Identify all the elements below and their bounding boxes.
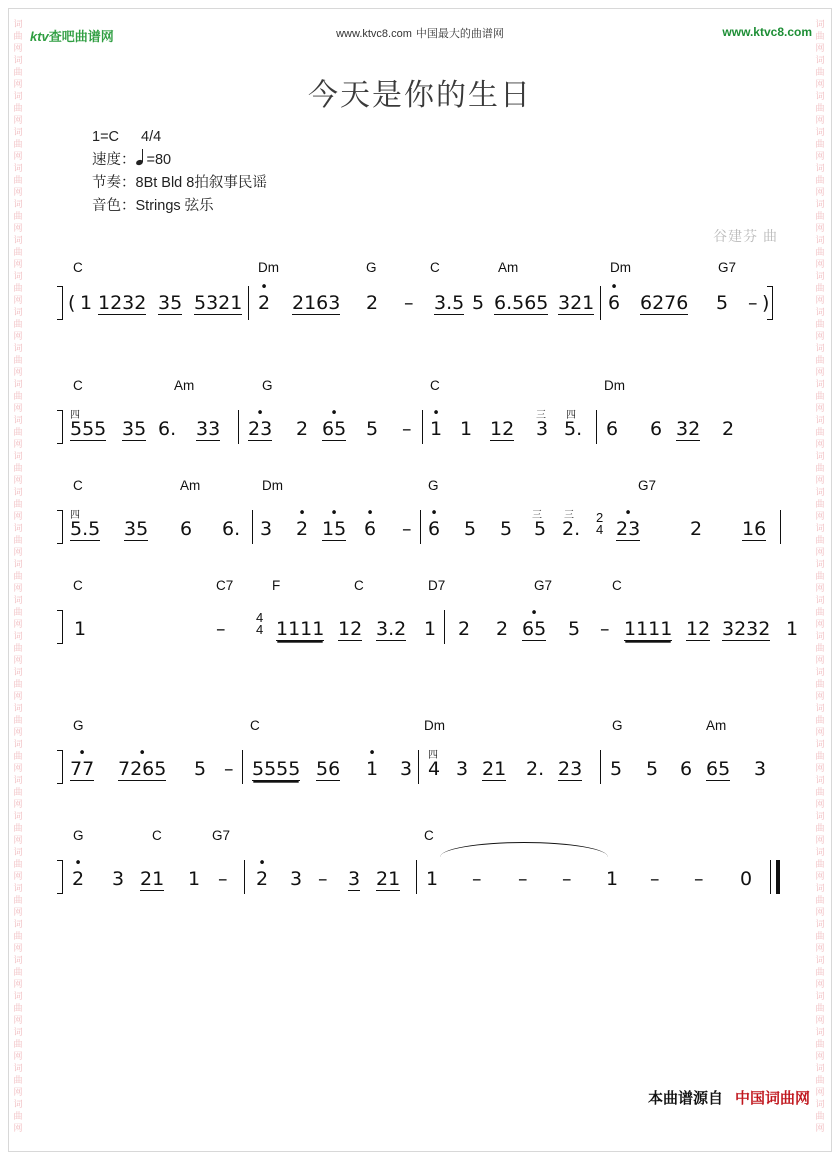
note-dash: – xyxy=(218,868,228,890)
note: 1 xyxy=(460,418,473,440)
lyric-mark: 三 xyxy=(564,510,574,521)
score-system-4 xyxy=(0,578,840,652)
note-row-1 xyxy=(0,278,840,334)
note: 6 xyxy=(180,518,193,540)
footer-source-label: 本曲谱源自 xyxy=(647,1090,723,1107)
note-group: • 77 xyxy=(70,760,94,781)
footer-site-name[interactable]: 中国词曲网 xyxy=(734,1090,810,1107)
note: 2. xyxy=(562,518,581,540)
chord-symbol: G xyxy=(366,260,377,275)
note: 3 xyxy=(754,758,767,780)
barline xyxy=(596,410,597,444)
note-row-5 xyxy=(0,736,840,792)
barline xyxy=(420,510,421,544)
chord-symbol: C7 xyxy=(216,578,234,593)
score-metadata xyxy=(92,126,267,218)
barline xyxy=(238,410,239,444)
time-signature-inline: 2 4 xyxy=(596,510,604,537)
chord-symbol: C xyxy=(73,578,83,593)
chord-symbol: Am xyxy=(174,378,195,393)
note-group: • 65 xyxy=(522,620,546,641)
note-dash: – xyxy=(518,868,528,890)
score-system-5 xyxy=(0,718,840,792)
logo-ktv-text: ktv xyxy=(30,29,49,44)
chord-symbol: Am xyxy=(706,718,727,733)
note: 3 xyxy=(536,418,549,440)
note: 3 xyxy=(260,518,273,540)
note: • 2 xyxy=(258,294,270,313)
note-row-6 xyxy=(0,846,840,902)
chord-symbol: G xyxy=(262,378,273,393)
note: 2. xyxy=(526,758,545,780)
note-dash: – xyxy=(402,518,412,540)
note-dash: – xyxy=(650,868,660,890)
lyric-mark: 三 xyxy=(532,510,542,521)
note: 5 xyxy=(716,292,729,314)
note-group: 23 xyxy=(558,758,583,780)
note: 1 xyxy=(786,618,799,640)
barline-final-thick xyxy=(776,860,780,894)
chord-row-3 xyxy=(0,478,840,496)
note: 5 xyxy=(534,518,547,540)
note-group: 21 xyxy=(140,868,165,890)
note: 3 xyxy=(290,868,303,890)
chord-symbol: G xyxy=(73,718,84,733)
note-group: 5555 xyxy=(252,758,301,780)
note-group: 21 xyxy=(482,758,507,780)
header-center xyxy=(0,25,840,41)
meta-rhythm-label: 节奏： xyxy=(92,175,136,191)
note: 5 xyxy=(646,758,659,780)
note: 2 xyxy=(458,618,471,640)
chord-symbol: Dm xyxy=(258,260,279,275)
note-group: 3.5 xyxy=(434,292,465,314)
meta-rhythm-row xyxy=(92,172,267,195)
barline xyxy=(248,286,249,320)
repeat-paren: ( xyxy=(68,292,76,314)
chord-symbol: Am xyxy=(180,478,201,493)
time-signature-inline: 4 4 xyxy=(256,610,264,637)
chord-row-2 xyxy=(0,378,840,396)
note-row-3 xyxy=(0,496,840,552)
note-group: 5.5 xyxy=(70,518,101,540)
note-group: 21 xyxy=(376,868,401,890)
barline xyxy=(418,750,419,784)
chord-symbol: C xyxy=(424,828,434,843)
note-dash: – xyxy=(404,292,414,314)
note: 5. xyxy=(564,418,583,440)
repeat-paren: ) xyxy=(762,292,770,314)
barline xyxy=(244,860,245,894)
meta-tempo-label: 速度： xyxy=(92,152,136,168)
note: 1 xyxy=(74,618,87,640)
note-group: 555 xyxy=(70,418,107,440)
chord-symbol: C xyxy=(430,260,440,275)
watermark-right: 词曲网词曲网词曲网词曲网词曲网词曲网词曲网词曲网词曲网词曲网词曲网词曲网词曲网词曲网词曲网词曲网词曲网词曲网词曲网词曲网词曲网词曲网词曲网词曲网词曲网词曲网词曲网词曲网词曲网词曲网词曲网 xyxy=(815,19,825,1133)
meta-timbre-label: 音色： xyxy=(92,198,136,214)
note-group: 56 xyxy=(316,758,341,780)
note-group: 35 xyxy=(124,518,149,540)
note: 3 xyxy=(400,758,413,780)
note: 6 xyxy=(680,758,693,780)
note-dash: – xyxy=(600,618,610,640)
note-group: • 65 xyxy=(322,420,346,441)
note-group: 32 xyxy=(676,418,701,440)
note: 6. xyxy=(158,418,177,440)
chord-symbol: Dm xyxy=(262,478,283,493)
note-group: 16 xyxy=(742,518,767,540)
lyric-mark: 四 xyxy=(70,510,80,521)
note-group: 35 xyxy=(158,292,183,314)
chord-symbol: Dm xyxy=(604,378,625,393)
header-center-text: 中国最大的曲谱网 xyxy=(415,28,504,40)
note: 5 xyxy=(610,758,623,780)
meta-timbre-row xyxy=(92,195,267,218)
chord-symbol: C xyxy=(612,578,622,593)
chord-symbol: C xyxy=(73,378,83,393)
meta-timbre-value: Strings 弦乐 xyxy=(135,198,214,214)
note: 2 xyxy=(296,418,309,440)
note-dash: – xyxy=(562,868,572,890)
note-row-2 xyxy=(0,396,840,452)
note: • 6 xyxy=(364,520,376,539)
barline xyxy=(242,750,243,784)
chord-symbol: Dm xyxy=(610,260,631,275)
composer-credit: 谷建芬 曲 xyxy=(713,228,778,244)
barline-start xyxy=(62,610,63,644)
chord-symbol: G7 xyxy=(212,828,231,843)
score-system-2 xyxy=(0,378,840,452)
note: 2 xyxy=(690,518,703,540)
note-group: 1111 xyxy=(276,618,325,640)
note: 3 xyxy=(456,758,469,780)
barline-start xyxy=(62,860,63,894)
note-dash: – xyxy=(402,418,412,440)
lyric-mark: 四 xyxy=(566,410,576,421)
barline-start xyxy=(62,286,63,320)
note-group: 3 xyxy=(348,868,361,890)
note-group: • 15 xyxy=(322,520,346,541)
chord-symbol: G xyxy=(612,718,623,733)
note: 6 xyxy=(606,418,619,440)
barline xyxy=(416,860,417,894)
barline xyxy=(600,750,601,784)
chord-symbol: F xyxy=(272,578,281,593)
note: 1 xyxy=(426,868,439,890)
note-dash: – xyxy=(224,758,234,780)
note-group: • 23 xyxy=(616,520,640,541)
chord-symbol: Dm xyxy=(424,718,445,733)
note: 4 xyxy=(428,758,441,780)
barline xyxy=(600,286,601,320)
barline xyxy=(252,510,253,544)
score-system-6 xyxy=(0,828,840,902)
note-group: 65 xyxy=(706,758,731,780)
chord-row-5 xyxy=(0,718,840,736)
meta-time-signature: 4/4 xyxy=(141,129,162,145)
note-group: 2163 xyxy=(292,292,341,314)
note: • 1 xyxy=(366,760,378,779)
note-group: 33 xyxy=(196,418,221,440)
note-dash: – xyxy=(694,868,704,890)
barline xyxy=(422,410,423,444)
score-system-3 xyxy=(0,478,840,552)
note-rest: 0 xyxy=(740,868,753,890)
footer-credit xyxy=(648,1087,810,1108)
note-dash: – xyxy=(472,868,482,890)
chord-symbol: G7 xyxy=(718,260,737,275)
note-group: 12 xyxy=(490,418,515,440)
logo-site-text: 查吧曲谱网 xyxy=(48,29,114,44)
barline-end xyxy=(772,286,773,320)
note-group: • 23 xyxy=(248,420,272,441)
chord-symbol: D7 xyxy=(428,578,446,593)
note: 6. xyxy=(222,518,241,540)
meta-tempo-value: =80 xyxy=(146,152,172,168)
lyric-mark: 四 xyxy=(428,750,438,761)
note-row-4 xyxy=(0,596,840,652)
note: • 2 xyxy=(72,870,84,889)
barline xyxy=(444,610,445,644)
note: • 6 xyxy=(608,294,620,313)
note: • 2 xyxy=(256,870,268,889)
note: • 2 xyxy=(296,520,308,539)
watermark-left: 词曲网词曲网词曲网词曲网词曲网词曲网词曲网词曲网词曲网词曲网词曲网词曲网词曲网词曲网词曲网词曲网词曲网词曲网词曲网词曲网词曲网词曲网词曲网词曲网词曲网词曲网词曲网词曲网词曲网词曲网词曲网 xyxy=(13,19,23,1133)
meta-tempo-row xyxy=(92,149,267,172)
note-group: 1111 xyxy=(624,618,673,640)
note: 6 xyxy=(650,418,663,440)
header-center-url: www.ktvc8.com xyxy=(336,28,412,40)
note: 1 xyxy=(424,618,437,640)
chord-symbol: C xyxy=(73,260,83,275)
barline-start xyxy=(62,410,63,444)
chord-row-6 xyxy=(0,828,840,846)
chord-symbol: C xyxy=(430,378,440,393)
note-group: 12 xyxy=(686,618,711,640)
note-dash: – xyxy=(216,618,226,640)
note-dash: – xyxy=(318,868,328,890)
note: 1 xyxy=(80,292,93,314)
note-group: 1232 xyxy=(98,292,147,314)
chord-symbol: G xyxy=(428,478,439,493)
note: 5 xyxy=(472,292,485,314)
chord-symbol: G7 xyxy=(638,478,657,493)
note: • 1 xyxy=(430,420,442,439)
note: • 6 xyxy=(428,520,440,539)
note: 5 xyxy=(568,618,581,640)
barline-final-thin xyxy=(770,860,771,894)
chord-symbol: G7 xyxy=(534,578,553,593)
lyric-mark: 三 xyxy=(536,410,546,421)
note: 5 xyxy=(464,518,477,540)
note-group: 321 xyxy=(558,292,595,314)
chord-symbol: C xyxy=(354,578,364,593)
barline-start xyxy=(62,750,63,784)
chord-row-1 xyxy=(0,260,840,278)
chord-row-4 xyxy=(0,578,840,596)
note-group: 3.2 xyxy=(376,618,407,640)
meta-key: 1=C xyxy=(92,129,120,145)
barline xyxy=(780,510,781,544)
note: 2 xyxy=(722,418,735,440)
barline-start xyxy=(62,510,63,544)
note-dash: – xyxy=(748,292,758,314)
meta-key-row xyxy=(92,126,267,149)
chord-symbol: C xyxy=(73,478,83,493)
lyric-mark: 四 xyxy=(70,410,80,421)
page-title: 今天是你的生日 xyxy=(308,78,532,113)
note: 5 xyxy=(500,518,513,540)
note-group: 35 xyxy=(122,418,147,440)
score-system-1 xyxy=(0,260,840,334)
meta-rhythm-value: 8Bt Bld 8拍叙事民谣 xyxy=(135,175,267,191)
note: 5 xyxy=(194,758,207,780)
note-group: 5321 xyxy=(194,292,243,314)
note: 2 xyxy=(496,618,509,640)
note: 3 xyxy=(112,868,125,890)
chord-symbol: C xyxy=(152,828,162,843)
note-group: 6.565 xyxy=(494,292,549,314)
note-group: 12 xyxy=(338,618,363,640)
note: 2 xyxy=(366,292,379,314)
note: 1 xyxy=(188,868,201,890)
chord-symbol: Am xyxy=(498,260,519,275)
note-group: • 7265 xyxy=(118,760,166,781)
note: 5 xyxy=(366,418,379,440)
note-group: 3232 xyxy=(722,618,771,640)
quarter-note-icon xyxy=(136,152,147,166)
chord-symbol: G xyxy=(73,828,84,843)
chord-symbol: C xyxy=(250,718,260,733)
note-group: 6276 xyxy=(640,292,689,314)
site-url-right[interactable]: www.ktvc8.com xyxy=(722,25,812,39)
note: 1 xyxy=(606,868,619,890)
